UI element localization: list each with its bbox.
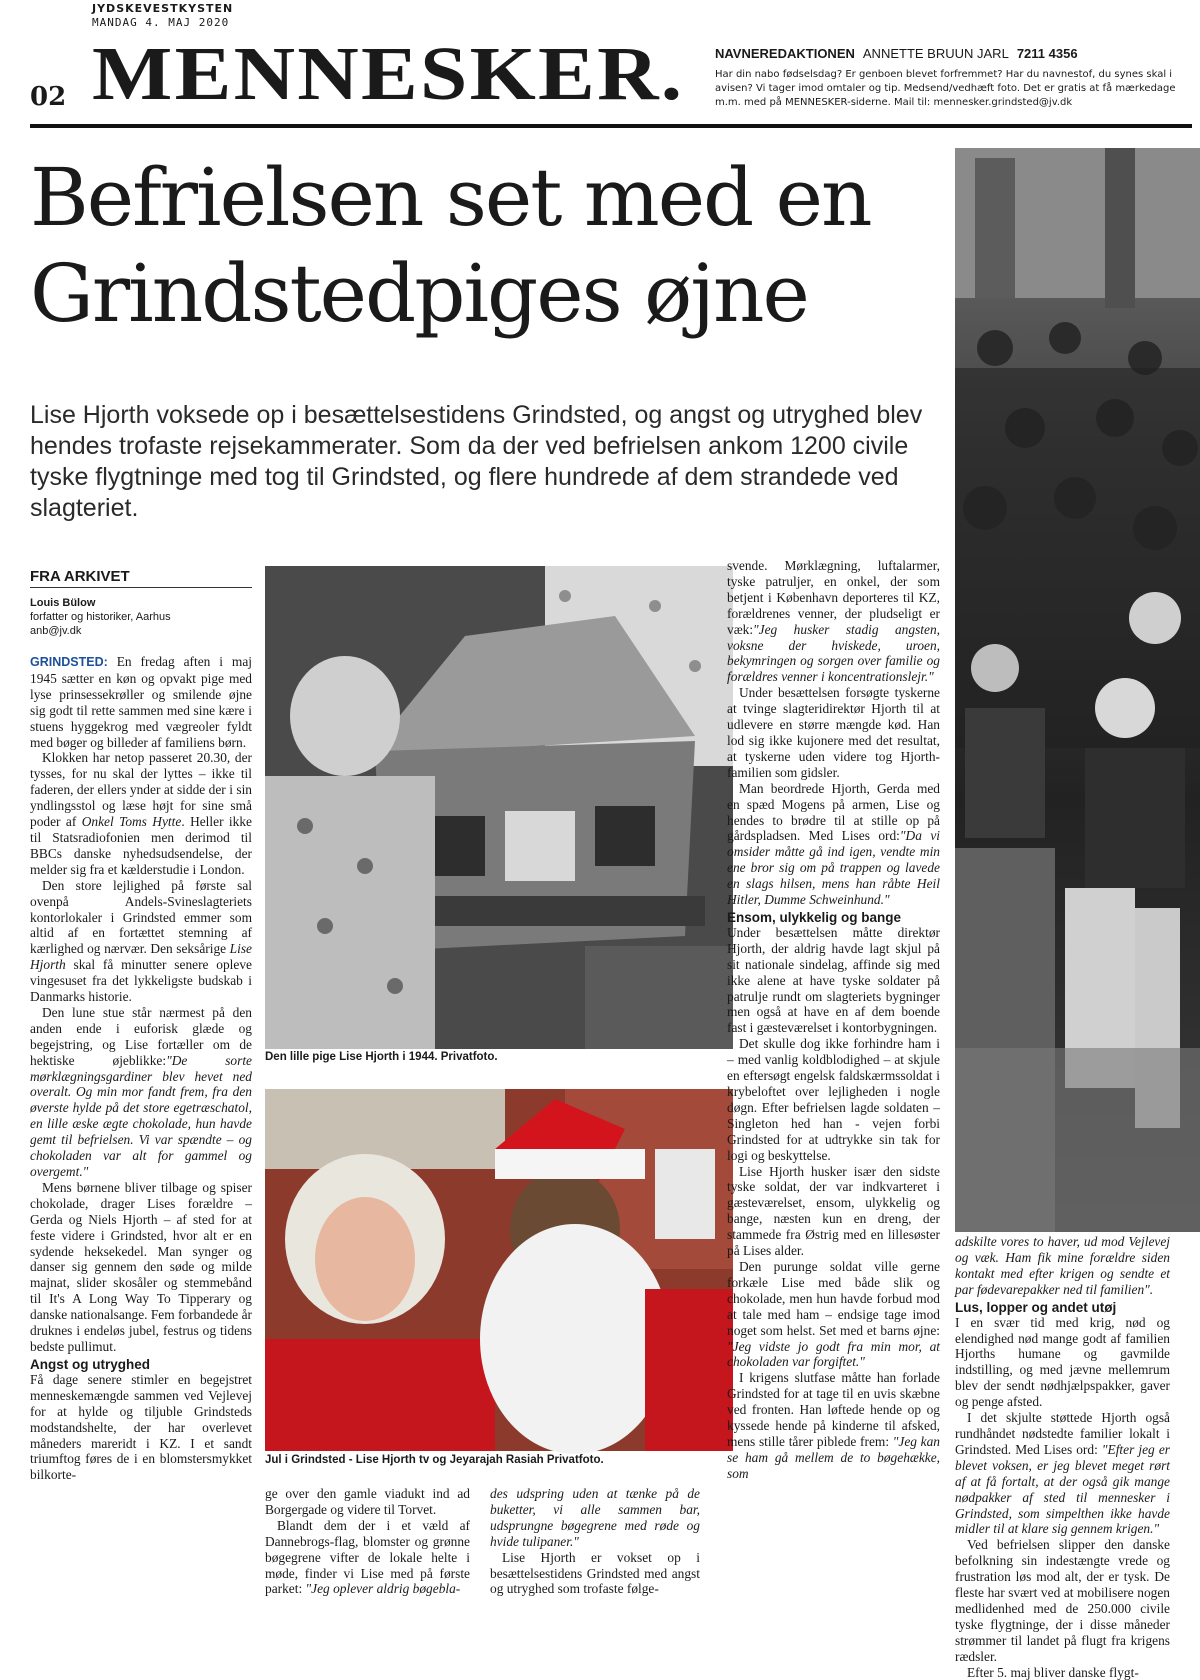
paragraph-text: I krigens slutfase måtte han forlade Grindsted for at tage til en uvis skæbne ved fronten. Han løftede hende op og kyssede hende på kinderne til afsked, mens stille tårer piblede frem: bbox=[727, 1370, 940, 1449]
paragraph-text: I det skjulte støttede Hjorth også rundhåndet nødstedte familier lokalt i Grindsted. Med Lises ord: bbox=[955, 1410, 1170, 1457]
article-headline: Befrielsen set med en Grindstedpiges øjne bbox=[30, 151, 871, 340]
paragraph bbox=[30, 878, 252, 1005]
quote: des udspring uden at tænke på de buketter, vi alle sammen bar, udsprungne bøgegrene med røde og hvide tulipaner." bbox=[490, 1486, 700, 1549]
article-lead: Lise Hjorth voksede op i besættelsestidens Grindsted, og angst og utryghed blev hendes trofaste rejsekammerater. Som da der ved befrielsen ankom 1200 civile tyske flygtninge med tog til Grindsted, og flere hundrede af dem strandede ved slagteriet. bbox=[30, 401, 923, 522]
article-column-4 bbox=[955, 1234, 1170, 1680]
page-number: 02 bbox=[30, 82, 67, 112]
paragraph bbox=[955, 1234, 1170, 1298]
dollhouse-photo-illustration bbox=[265, 566, 733, 1049]
paragraph bbox=[727, 781, 940, 908]
paragraph-text: Klokken har netop passeret 20.30, der tysses, for nu skal der lyttes – ikke til faderen, der ellers ynder at sidde der i sin yndlingsstol og læse højt for sine små poder af bbox=[30, 750, 252, 830]
author-name: Louis Bülow bbox=[30, 597, 96, 609]
article-column-3 bbox=[727, 558, 940, 1602]
christmas-photo-illustration bbox=[265, 1089, 733, 1451]
paragraph bbox=[955, 1410, 1170, 1537]
paragraph-text: Den store lejlighed på første sal ovenpå Andels-Svineslagteriets kontorlokaler i Grindsted emmer som altid af en fortættet stemning af kærlighed og nærvær. Den seksårige bbox=[30, 877, 252, 957]
title-reference: Onkel Toms Hytte bbox=[81, 814, 182, 830]
quote: adskilte vores to haver, ud mod Vejlevej og væk. Ham fik mine forældre siden kontakt med efter krigen og sendte et par fødevarepakker ned til familien". bbox=[955, 1234, 1170, 1297]
paragraph: Efter 5. maj bliver danske flygt- bbox=[967, 1664, 1139, 1680]
section-title: MENNESKER. bbox=[92, 32, 685, 116]
paragraph: Lise Hjorth husker især den sidste tyske soldat, der var indkvarteret i gæsteværelset, ensom, ulykkelig og bange, næsten kun en dreng, der stammede fra Østrig med en lillesøster på Lises alder. bbox=[727, 1163, 940, 1259]
quote: "De sorte mørklægningsgardiner blev hevet ned overalt. Og min mor fandt frem, fra den øverste hylde på det store egetræschatol, en lille æske ægte chokolade, hun havde gemt til befrielsen. Vi var spændte – og chokoladen var alt for gammel og overgemt." bbox=[30, 1052, 252, 1179]
byline bbox=[30, 596, 252, 638]
issue-date: MANDAG 4. MAJ 2020 bbox=[92, 16, 230, 29]
editor-name: ANNETTE BRUUN JARL bbox=[862, 46, 1009, 61]
paragraph bbox=[727, 1259, 940, 1370]
paragraph bbox=[490, 1486, 700, 1550]
paragraph-text: . Heller ikke til Statsradiofonien men derimod til BBCs danske nyhedsudsendelse, der melder sig fra et kælderstudie i London. bbox=[30, 814, 252, 877]
quote: "Da vi omsider måtte gå ind igen, vendte min ene bror sig om på trappen og lavede en slags hilsen, mens han råbte Heil Hitler, Dumme Schweinhund." bbox=[727, 828, 940, 908]
editor-label: NAVNEREDAKTIONEN bbox=[715, 46, 855, 61]
paragraph: Få dage senere stimler en begejstret menneskemængde sammen ved Vejlevej for at hylde og tiljuble Grindsteds modstandshelte, der har overlevet måneders mareridt i KZ. I et sandt triumftog føres de i en blomstersmykket bilkorte- bbox=[30, 1371, 252, 1483]
paragraph-text: Den lune stue står nærmest på den anden ende i euforisk glæde og begejstring, og Lise fortæller om de hektiske øjeblikke: bbox=[30, 1004, 252, 1068]
crowd-photo bbox=[955, 148, 1200, 1232]
subheading: Lus, lopper og andet utøj bbox=[955, 1299, 1117, 1315]
paragraph-text: Den purunge soldat ville gerne forkæle Lise med både slik og chokolade, men hun havde forbud mod at tale med ham – endsige tage imod noget som helst. Set med et barns øjne: bbox=[727, 1258, 940, 1338]
paragraph: Under besættelsen måtte direktør Hjorth, der aldrig havde lagt skjul på sit nationale sindelag, affinde sig med ikke alene at have tyske soldater på patrulje rundt om slagteriets bygninger men også at have en af dem boende fast i gæsteværelset i kontorbygningen. bbox=[727, 924, 940, 1036]
paragraph bbox=[30, 1005, 252, 1180]
editor-phone: 7211 4356 bbox=[1016, 46, 1078, 61]
paragraph: Under besættelsen forsøgte tyskerne at tvinge slagteridirektør Hjorth til at udlevere en større mængde kød. Han lod sig ikke kujonere med det resultat, at tyskerne uden videre tog Hjorth-familien som gidsler. bbox=[727, 685, 940, 780]
paragraph-text: svende. Mørklægning, luftalarmer, tyske patruljer, en onkel, der som betjent i København deporteres til KZ, forældrenes venner, der pludseligt er væk: bbox=[727, 558, 940, 637]
article-kicker: FRA ARKIVET bbox=[30, 568, 252, 588]
photo-caption: Den lille pige Lise Hjorth i 1944. Privatfoto. bbox=[265, 1051, 498, 1063]
editor-note: Har din nabo fødselsdag? Er genboen blevet forfremmet? Har du navnestof, du synes skal i avisen? Vi tager imod omtaler og tip. Medsend/vedhæft foto. Det er gratis at få mærkedage m.m. med på MENNESKER-siderne. Mail til: mennesker.grindsted@jv.dk bbox=[715, 69, 1176, 108]
article-column-2b bbox=[490, 1486, 700, 1602]
masthead bbox=[0, 0, 1200, 120]
subheading: Ensom, ulykkelig og bange bbox=[727, 909, 902, 925]
paragraph-text: skal få minutter senere opleve vingesuset fra det lykkeligste budskab i Danmarks historie. bbox=[30, 957, 252, 1005]
paragraph bbox=[30, 750, 252, 877]
quote: "Efter jeg er blevet voksen, er jeg blevet meget rørt af at få fortalt, at der også gik mange nødpakker af sted til mennesker i Grindsted, som simpelthen ikke havde midler til at klare sig gennem krigen." bbox=[955, 1441, 1170, 1537]
christmas-photo bbox=[265, 1089, 733, 1451]
paragraph: Mens børnene bliver tilbage og spiser chokolade, drager Lises forældre – Gerda og Niels Hjorth – af sted for at feste videre i Grindsted, hvor alt er en sydende heksekedel. Man synger og danser sig gennem den søde og milde majnat, slider skosåler og stemmebånd til It's A Long Way To Tipperary og danske nationalsange. Fem forbandede år druknes i endeløs jubel, festrus og tidens bedste pullimut. bbox=[30, 1179, 252, 1354]
paragraph: Lise Hjorth er vokset op i besættelsestidens Grindsted med angst og utryghed som trofaste følge- bbox=[490, 1549, 700, 1597]
paragraph-text: Man beordrede Hjorth, Gerda med en spæd Mogens på armen, Lise og hendes to brødre til at stille op på gårdspladsen. Med Lises ord: bbox=[727, 780, 940, 844]
subheading: Angst og utryghed bbox=[30, 1356, 150, 1372]
paragraph-text: Blandt dem der i et væld af Dannebrogs-flag, blomster og grønne bøgegrene vifter de lokale helte i møde, finder vi Lise med på første parket: bbox=[265, 1517, 470, 1597]
person-name: Lise Hjorth bbox=[30, 941, 252, 973]
paragraph: Ved befrielsen slipper den danske befolkning sin indestængte vrede og frustration løs mod alt, der er tysk. De fleste har svært ved at mobilisere nogen medlidenhed med de 250.000 civile tyske flygtninge, der i disse måneder strømmer til landet på flugt fra krigens rædsler. bbox=[955, 1537, 1170, 1664]
author-email: anb@jv.dk bbox=[30, 625, 82, 637]
author-role: forfatter og historiker, Aarhus bbox=[30, 611, 171, 623]
paragraph: I en svær tid med krig, nød og elendighed nød mange godt af familien Hjorths humane og gavmilde indstilling, og med jævne mellemrum blev der sendt nødhjælpspakker, gaver og penge afsted. bbox=[955, 1314, 1170, 1410]
paragraph: Det skulle dog ikke forhindre ham i – med vanlig koldblodighed – at skjule en eftersøgt engelsk faldskærmssoldat i krybeloftet over lejligheden i nogle døgn. Efter befrielsen lagde soldaten – Singleton hed han - vejen forbi Grindsted for at udtrykke sin tak for logi og beskyttelse. bbox=[727, 1036, 940, 1163]
quote: "Jeg oplever aldrig bøgebla- bbox=[305, 1581, 461, 1597]
editor-line bbox=[715, 46, 1078, 61]
paragraph: ge over den gamle viadukt ind ad Borgergade og videre til Torvet. bbox=[265, 1486, 470, 1517]
quote: "Jeg kan se ham gå mellem de to bøgehække, som bbox=[727, 1433, 940, 1481]
paragraph bbox=[265, 1518, 470, 1598]
paragraph bbox=[727, 1370, 940, 1481]
dollhouse-photo bbox=[265, 566, 733, 1049]
photo-caption: Jul i Grindsted - Lise Hjorth tv og Jeyarajah Rasiah Privatfoto. bbox=[265, 1454, 604, 1466]
quote: "Jeg husker stadig angsten, voksne der hviskede, uroen, bekymringen og sorgen over familie og forældres venner i koncentrationslejr." bbox=[727, 621, 940, 685]
paragraph bbox=[30, 654, 252, 750]
paragraph-text: En fredag aften i maj 1945 sætter en køn og opvakt pige med lyse prinsessekrøller og smilende øjne sig godt til rette sammen med sine kære i stuens hyggekrog med vægreoler fyldt med bøger og billeder af familiens børn. bbox=[30, 654, 252, 750]
crowd-photo-illustration bbox=[955, 148, 1200, 1232]
article-column-1 bbox=[30, 654, 252, 1600]
dateline: GRINDSTED: bbox=[30, 655, 108, 669]
article-column-2a bbox=[265, 1486, 470, 1602]
masthead-rule bbox=[30, 124, 1192, 128]
quote: "Jeg vidste jo godt fra min mor, at chokoladen var forgiftet." bbox=[727, 1338, 940, 1370]
paragraph bbox=[727, 558, 940, 685]
newspaper-name: JYDSKEVESTKYSTEN bbox=[92, 2, 234, 15]
